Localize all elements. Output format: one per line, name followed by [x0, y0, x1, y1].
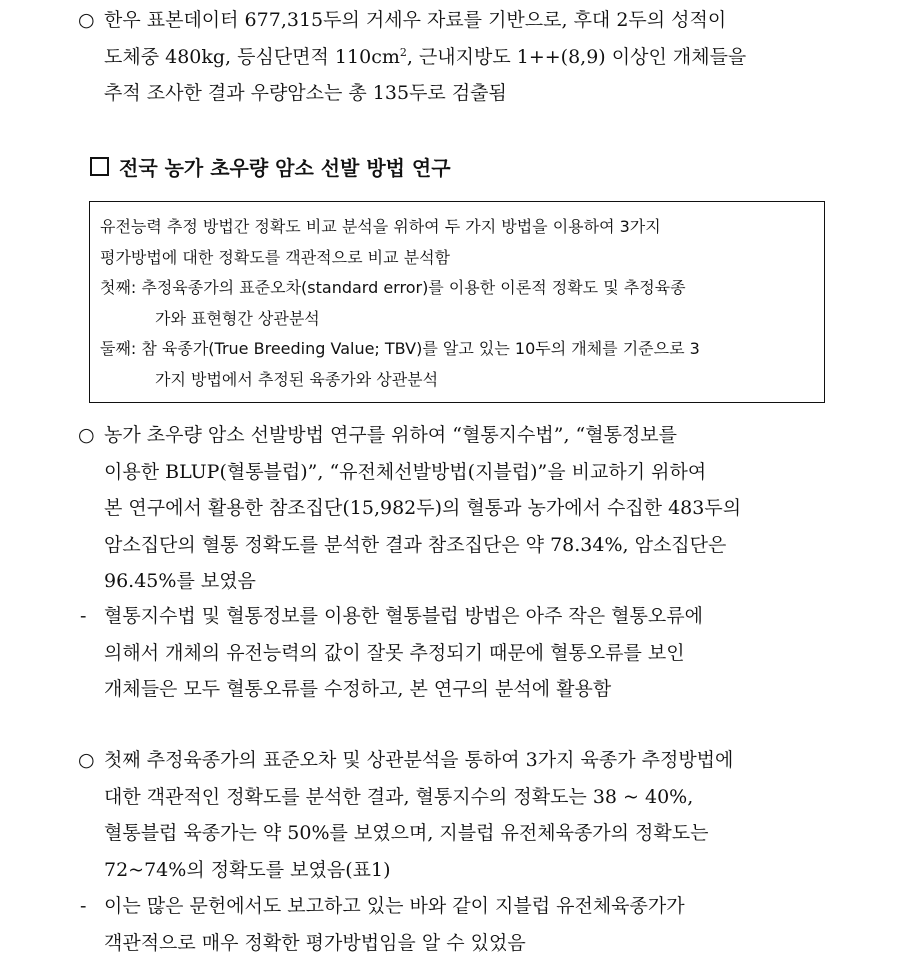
- text-line: 96.45%를 보였음: [104, 570, 256, 592]
- text-line: 객관적으로 매우 정확한 평가방법임을 알 수 있었음: [104, 931, 526, 954]
- paragraph-sample-data: [78, 2, 840, 112]
- text-line: 의해서 개체의 유전능력의 값이 잘못 추정되기 때문에 혈통오류를 보인: [104, 641, 685, 664]
- superscript: 2: [399, 45, 407, 59]
- text-line: 이는 많은 문헌에서도 보고하고 있는 바와 같이 지블럽 유전체육종가가: [104, 895, 685, 917]
- circle-bullet-icon: ○: [78, 749, 95, 771]
- summary-line: 가와 표현형간 상관분석: [155, 308, 320, 328]
- summary-line: 평가방법에 대한 정확도를 객관적으로 비교 분석함: [100, 247, 451, 267]
- checkbox-square-icon: [90, 157, 109, 176]
- summary-line: 둘째: 참 육종가(True Breeding Value; TBV)를 알고 있는 10두의 개체를 기준으로 3: [100, 339, 700, 358]
- text-line: 혈통지수법 및 혈통정보를 이용한 혈통블럽 방법은 아주 작은 혈통오류에: [104, 605, 703, 627]
- text-line: 추적 조사한 결과 우량암소는 총 135두로 검출됨: [104, 82, 507, 104]
- text-line: 도체중 480kg, 등심단면적 $110cm^2$, 근내지방도 1++(8,9) 이상인 개체들을: [104, 45, 747, 68]
- text-line: 암소집단의 혈통 정확도를 분석한 결과 참조집단은 약 78.34%, 암소집단은: [104, 533, 727, 556]
- summary-line: 첫째: 추정육종가의 표준오차(standard error)를 이용한 이론적 정확도 및 추정육종: [100, 278, 686, 297]
- summary-line: 가지 방법에서 추정된 육종가와 상관분석: [155, 369, 439, 389]
- text-line: 한우 표본데이터 677,315두의 거세우 자료를 기반으로, 후대 2두의 성적이: [104, 9, 727, 31]
- text-line: 혈통블럽 육종가는 약 50%를 보였으며, 지블럽 유전체육종가의 정확도는: [104, 822, 709, 844]
- text-line: 농가 초우량 암소 선발방법 연구를 위하여 “혈통지수법”, “혈통정보를: [104, 424, 678, 446]
- text-line: 첫째 추정육종가의 표준오차 및 상관분석을 통하여 3가지 육종가 추정방법에: [104, 749, 734, 771]
- dash-item-pedigree-error: [80, 598, 840, 708]
- paragraph-accuracy-results: [78, 742, 840, 888]
- summary-box: [89, 201, 825, 403]
- dash-bullet: -: [80, 605, 87, 627]
- dash-bullet: -: [80, 895, 87, 917]
- dash-item-conclusion: [80, 888, 840, 961]
- text-line: 72~74%의 정확도를 보였음(표1): [104, 858, 391, 881]
- paragraph-selection-method: [78, 417, 840, 600]
- text-line: 개체들은 모두 혈통오류를 수정하고, 본 연구의 분석에 활용함: [104, 678, 612, 700]
- text-line: 이용한 BLUP(혈통블럽)”, “유전체선발방법(지블럽)”을 비교하기 위하여: [104, 460, 707, 483]
- section-heading: [90, 152, 451, 181]
- summary-line: 유전능력 추정 방법간 정확도 비교 분석을 위하여 두 가지 방법을 이용하여 3가지: [100, 217, 661, 236]
- section-heading-text: 전국 농가 초우량 암소 선발 방법 연구: [119, 156, 451, 180]
- text-line: 본 연구에서 활용한 참조집단(15,982두)의 혈통과 농가에서 수집한 483두의: [104, 497, 742, 519]
- circle-bullet-icon: ○: [78, 424, 95, 446]
- text-line: 대한 객관적인 정확도를 분석한 결과, 혈통지수의 정확도는 38 ~ 40%,: [104, 785, 694, 808]
- circle-bullet-icon: ○: [78, 9, 95, 31]
